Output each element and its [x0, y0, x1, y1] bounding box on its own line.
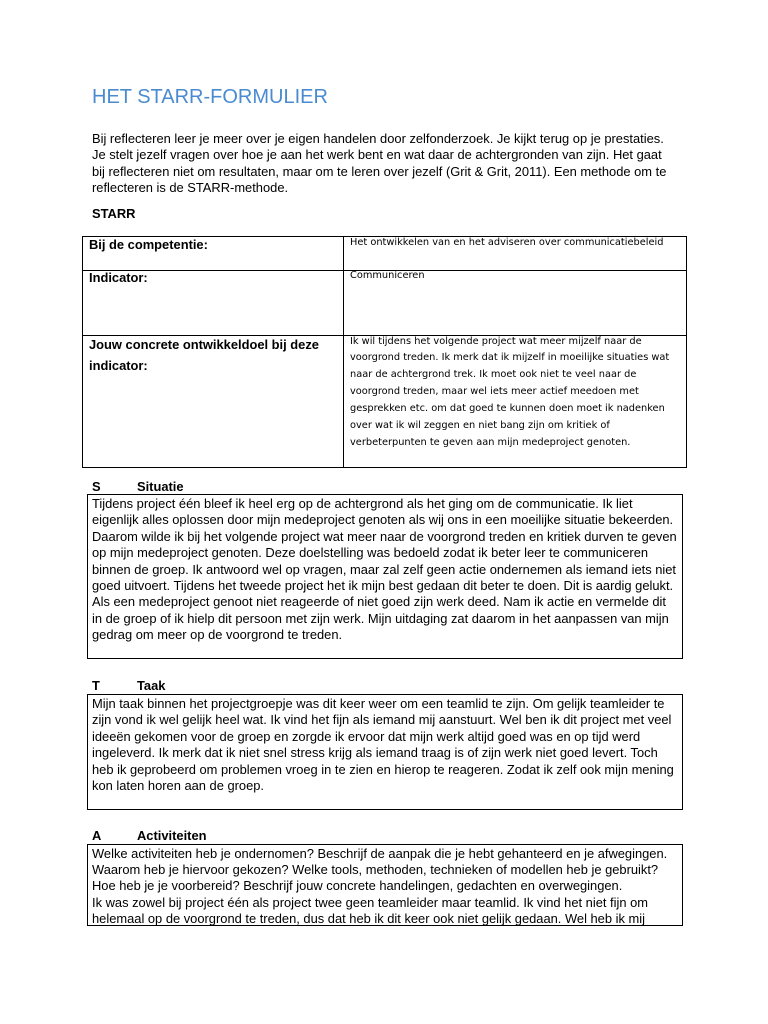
section-heading-situatie: Situatie	[137, 479, 184, 494]
goal-label-line: Jouw concrete ontwikkeldoel bij deze	[89, 336, 319, 352]
starr-heading: STARR	[92, 206, 136, 221]
intro-line: Je stelt jezelf vragen over hoe je aan het werk bent en wat daar de achtergronden van zijn. Het gaat	[92, 147, 662, 163]
section-line: Hoe heb je je voorbereid? Beschrijf jouw concrete handelingen, gedachten en overwegingen.	[92, 878, 623, 894]
competence-value: Het ontwikkelen van en het adviseren over communicatiebeleid	[350, 237, 664, 248]
value-line: naar de achtergrond trek. Ik moet ook niet te veel naar de	[350, 369, 637, 381]
section-line: Daarom wilde ik bij het volgende project wat meer naar de voorgrond treden en kritiek durven te geven	[92, 528, 677, 544]
section-line: helemaal op de voorgrond te treden, dus dat heb ik dit keer ook niet gelijk gedaan. Wel heb ik mij	[92, 910, 645, 926]
goal-label-line: indicator:	[89, 357, 148, 373]
value-line: over wat ik wil zeggen en niet bang zijn om kritiek of	[350, 420, 610, 432]
section-line: zijn vond ik wel gelijk heel wat. Ik vind het fijn als iemand mij aanstuurt. Wel ben ik dit project met veel	[92, 712, 672, 728]
section-line: Als een medeproject genoot niet reageerde of niet goed zijn werk deed. Nam ik actie en vermelde dit	[92, 594, 666, 610]
column-divider	[343, 237, 344, 467]
goal-value	[350, 334, 669, 452]
section-line: gedrag om meer op de voorgrond te treden.	[92, 627, 343, 643]
value-line: voorgrond treden, maar wel iets meer actief meedoen met	[350, 386, 639, 398]
value-line: gesprekken etc. om dat goed te kunnen doen moet ik nadenken	[350, 403, 665, 415]
intro-line: Bij reflecteren leer je meer over je eigen handelen door zelfonderzoek. Je kijkt terug op je prestaties.	[92, 131, 664, 146]
competence-label: Bij de competentie:	[89, 237, 208, 252]
section-letter: A	[92, 828, 102, 843]
section-line: binnen de groep. Ik antwoord wel op vragen, maar zal zelf geen actie ondernemen als iemand iets niet	[92, 561, 677, 577]
section-line: eigenlijk alles oplossen door mijn medeproject genoten als wij ons in een moeilijke situatie bekeerden.	[92, 512, 674, 528]
intro-line: bij reflecteren niet om resultaten, maar om te leren over jezelf (Grit & Grit, 2011). Een methode om te	[92, 163, 667, 179]
section-box-activiteiten	[87, 844, 683, 926]
section-line: Ik was zowel bij project één als project twee geen teamleider maar teamlid. Ik vind het niet fijn om	[92, 894, 648, 910]
section-line: Tijdens project één bleef ik heel erg op de achtergrond als het ging om de communicatie. Ik liet	[92, 496, 633, 511]
indicator-value: Communiceren	[350, 270, 425, 281]
value-line: voorgrond treden. Ik merk dat ik mijzelf in moeilijke situaties wat	[350, 352, 670, 364]
section-heading-activiteiten: Activiteiten	[137, 828, 207, 843]
section-line: goed uitvoert. Tijdens het tweede project het ik mijn best gedaan dit beter te doen. Dit is aardig gelukt.	[92, 578, 674, 594]
goal-label	[89, 334, 319, 376]
section-line: kon laten horen aan de groep.	[92, 778, 265, 794]
section-line: ingeleverd. Ik merk dat ik niet snel stress krijg als iemand traag is of zijn werk niet goed levert. Toch	[92, 745, 658, 761]
section-box-taak	[87, 694, 683, 810]
section-line: Welke activiteiten heb je ondernomen? Beschrijf de aanpak die je hebt gehanteerd en je afwegingen.	[92, 846, 668, 861]
section-line: Mijn taak binnen het projectgroepje was dit keer weer om een teamlid te zijn. Om gelijk teamleider te	[92, 696, 665, 711]
section-heading-taak: Taak	[137, 678, 166, 693]
section-letter: T	[92, 678, 100, 693]
value-line: Ik wil tijdens het volgende project wat meer mijzelf naar de	[350, 335, 642, 347]
section-letter: S	[92, 479, 101, 494]
page-title: HET STARR-FORMULIER	[92, 86, 328, 108]
section-line: op mijn medeproject genoten. Deze doelstelling was bedoeld zodat ik beter leer te communiceren	[92, 545, 649, 561]
competence-table	[82, 236, 687, 468]
indicator-label: Indicator:	[89, 270, 148, 285]
intro-line: reflecteren is de STARR-methode.	[92, 180, 289, 196]
value-line: verbeterpunten te geven aan mijn medeproject genoten.	[350, 436, 631, 448]
section-box-situatie	[87, 494, 683, 659]
intro-paragraph	[92, 131, 666, 197]
section-line: Waarom heb je hiervoor gekozen? Welke tools, methoden, technieken of modellen heb je gebruikt?	[92, 862, 659, 878]
section-line: heb ik geprobeerd om problemen vroeg in te zien en hierop te reageren. Zodat ik zelf ook mijn mening	[92, 761, 674, 777]
section-line: in de groep of ik hielp dit persoon met zijn werk. Mijn uitdaging zat daarom in het aanpassen van mijn	[92, 610, 669, 626]
section-line: ideeën gekomen voor de groep en zorgde ik ervoor dat mijn werk altijd goed was en op tijd werd	[92, 728, 641, 744]
